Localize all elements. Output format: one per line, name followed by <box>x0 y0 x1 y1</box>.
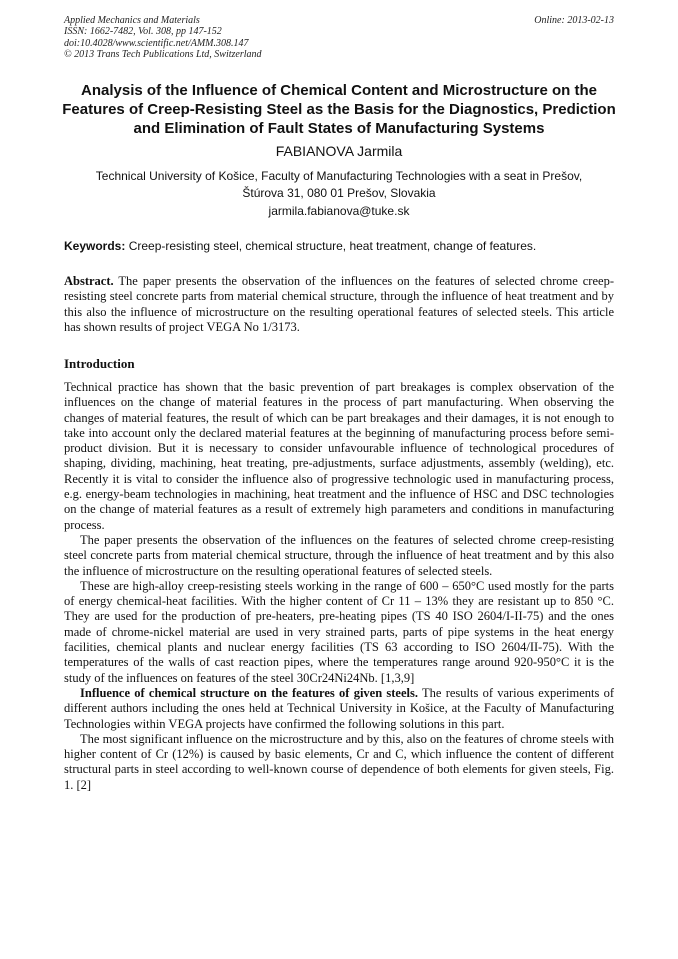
paragraph-2: The paper presents the observation of the influences on the features of selected chrome creep-resisting steel concrete parts from material chemical structure, through the influence of heat treatment and by this also the influence of microstructure on the resulting operational features of selected steels. <box>64 532 614 578</box>
paragraph-4 <box>64 686 614 732</box>
introduction-heading: Introduction <box>64 356 135 371</box>
paragraph-3: These are high-alloy creep-resisting steels working in the range of 600 – 650°C used mostly for the parts of energy chemical-heat facilities. With the higher content of Cr 11 – 13% they are resistant up to 850 °C. They are used for the production of pre-heaters, pre-heating pipes (TS 40 ISO 2604/I-II-75) and the ones made of chrome-nickel material are used in very strained parts, parts of pipe systems in the heat energy facilities, chemical plants and nuclear energy facilities (TS 63 according to ISO 2604/II-75). With the temperatures of the walls of cast reaction pipes, where the temperatures range around 920-950°C it is the study of the influences on features of the steel 30Cr24Ni24Nb. [1,3,9] <box>64 578 614 685</box>
abstract <box>64 274 614 335</box>
author-email[interactable]: jarmila.fabianova@tuke.sk <box>268 204 410 218</box>
paper-title: Analysis of the Influence of Chemical Content and Microstructure on the Features of Creep-Resisting Steel as the Basis for the Diagnostics, Prediction and Elimination of Fault States of Manufacturing Systems <box>62 82 616 138</box>
online-date: Online: 2013-02-13 <box>534 15 614 26</box>
issn-line: ISSN: 1662-7482, Vol. 308, pp 147-152 <box>64 26 222 38</box>
keywords <box>64 239 614 254</box>
introduction-body <box>64 380 614 793</box>
doi-line: doi:10.4028/www.scientific.net/AMM.308.147 <box>64 37 249 49</box>
author-name: FABIANOVA Jarmila <box>275 143 403 159</box>
paragraph-4-text: The results of various experiments of different authors including the ones held at Technical University in Košice, at the Faculty of Manufacturing Technologies within VEGA projects have confirmed the following solutions in this part. <box>64 685 615 731</box>
paragraph-5: The most significant influence on the microstructure and by this, also on the features of chrome steels with higher content of Cr (12%) is caused by basic elements, Cr and C, which influence the content of different structural parts in steel according to well-known course of dependence of both elements for given steels, Fig. 1. [2] <box>64 731 614 792</box>
abstract-label: Abstract. <box>64 274 114 288</box>
paragraph-1: Technical practice has shown that the basic prevention of part breakages is complex observation of the influences on the change of material features in the process of part manufacturing. When observing the changes of material features, the result of which can be part breakages and their damages, it is not enough to take into account only the declared material features at the beginning of manufacturing process before semi-product division. But it is necessary to consider unfavourable influence of technological procedures of shaping, dividing, machining, heat treating, pre-adjustments, surface adjustments, assembly (welding), etc. Recently it is vital to consider the influence also of progressive technologic used in manufacturing process, e.g. energy-beam technologies in machining, heat treatment and the influence of HSC and DSC technologies on the change of material features as a result of extremely high parameters and conditions in manufacturing process. <box>64 380 614 532</box>
keywords-text: Creep-resisting steel, chemical structure, heat treatment, change of features. <box>128 239 537 253</box>
journal-name: Applied Mechanics and Materials <box>64 15 200 26</box>
paragraph-4-heading: Influence of chemical structure on the features of given steels. <box>80 685 418 700</box>
affiliation-line-2: Štúrova 31, 080 01 Prešov, Slovakia <box>242 185 436 200</box>
copyright-line: © 2013 Trans Tech Publications Ltd, Switzerland <box>64 48 262 60</box>
affiliation <box>70 168 608 201</box>
affiliation-line-1: Technical University of Košice, Faculty of Manufacturing Technologies with a seat in Prešov, <box>95 169 583 183</box>
journal-metadata <box>64 15 262 60</box>
abstract-text: The paper presents the observation of the influences on the features of selected chrome creep-resisting steel concrete parts from material chemical structure, through the influence of heat treatment and by this also the influence of microstructure on the resulting operational features of selected steels. This article has shown results of project VEGA No 1/3173. <box>64 274 614 334</box>
keywords-label: Keywords: <box>64 239 126 253</box>
